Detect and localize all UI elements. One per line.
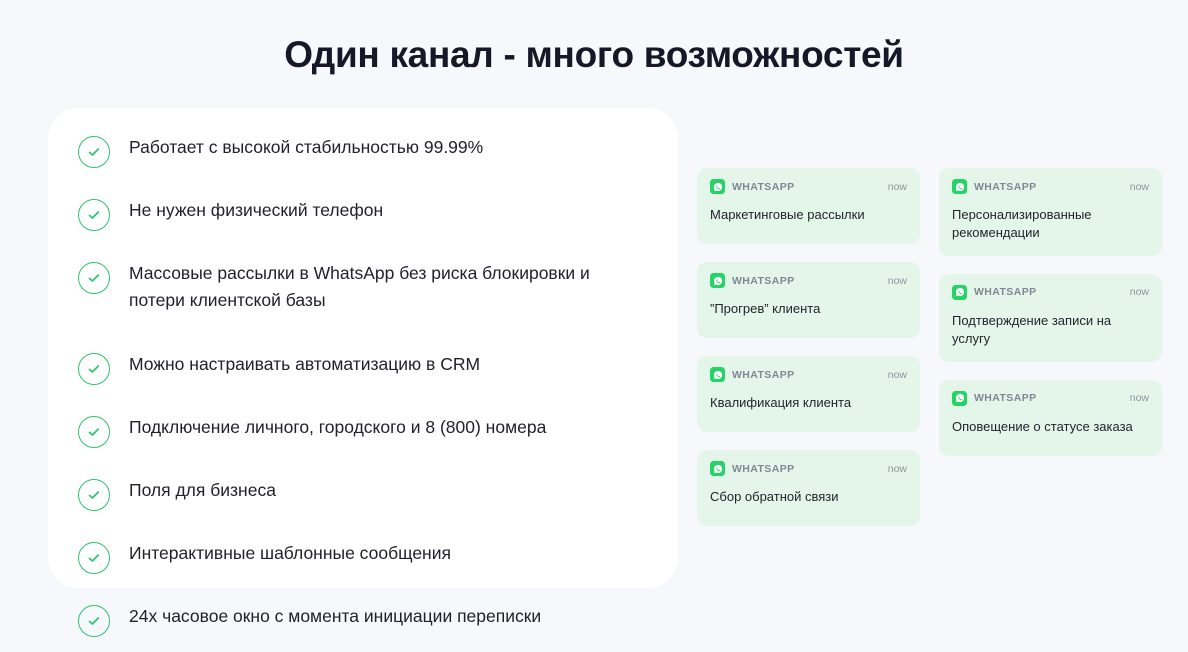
notification-card[interactable] [697,356,920,432]
notification-body: Сбор обратной связи [710,489,839,504]
notification-time: now [1129,286,1149,299]
feature-text: Подключение личного, городского и 8 (800) номера [129,417,547,437]
feature-row [78,406,648,463]
check-circle-icon [78,542,110,574]
notification-header [710,367,907,382]
notification-app-label: WHATSAPP [974,180,1037,193]
notification-body: Оповещение о статусе заказа [952,418,1133,434]
notification-header [952,391,1149,406]
feature-row [78,532,648,589]
notification-header [710,461,907,476]
check-circle-icon [78,199,110,231]
notification-time: now [887,368,907,381]
whatsapp-icon [952,179,967,194]
notification-body: Маркетинговые рассылки [710,207,865,222]
notification-body: Персонализированные рекомендации [952,207,1092,240]
features-card [48,108,678,626]
notification-body: Подтверждение записи на услугу [952,312,1112,346]
check-circle-icon [78,605,110,637]
notification-card[interactable] [939,168,1162,256]
feature-row [78,343,648,400]
notification-card[interactable] [939,274,1162,362]
feature-row [78,252,648,337]
feature-row [78,126,648,183]
notification-card[interactable] [697,168,920,244]
notification-header [952,285,1149,300]
notification-header [952,179,1149,194]
notification-card[interactable] [697,450,920,526]
notification-time: now [887,180,907,193]
whatsapp-icon [710,367,725,382]
whatsapp-icon [710,179,725,194]
feature-row [78,469,648,526]
feature-text: Поля для бизнеса [129,480,276,500]
check-circle-icon [78,353,110,385]
notification-time: now [1129,180,1149,193]
notification-app-label: WHATSAPP [732,368,795,381]
whatsapp-icon [710,273,725,288]
feature-text: Работает с высокой стабильностью 99.99% [129,137,484,157]
page-title: Один канал - много возможностей [284,34,904,75]
notification-app-label: WHATSAPP [974,286,1037,299]
notification-app-label: WHATSAPP [732,462,795,475]
feature-text: Массовые рассылки в WhatsApp без риска блокировки и потери клиентской базы [129,263,590,311]
feature-row [78,189,648,246]
check-circle-icon [78,136,110,168]
notification-column-left [697,168,920,544]
notification-card[interactable] [697,262,920,338]
notification-card[interactable] [939,380,1162,456]
notification-header [710,179,907,194]
feature-text: Не нужен физический телефон [129,200,384,220]
notification-column-right [939,168,1162,474]
notification-time: now [887,462,907,475]
feature-text: 24х часовое окно с момента инициации переписки [129,606,542,626]
check-circle-icon [78,479,110,511]
whatsapp-icon [952,285,967,300]
notification-app-label: WHATSAPP [732,180,795,193]
notification-time: now [887,274,907,287]
feature-row [78,595,648,652]
notification-body: Квалификация клиента [710,395,852,410]
notification-time: now [1129,392,1149,405]
feature-text: Интерактивные шаблонные сообщения [129,543,451,563]
whatsapp-icon [952,391,967,406]
feature-text: Можно настраивать автоматизацию в CRM [129,354,481,374]
check-circle-icon [78,262,110,294]
notification-app-label: WHATSAPP [732,274,795,287]
notification-header [710,273,907,288]
whatsapp-icon [710,461,725,476]
notification-app-label: WHATSAPP [974,392,1037,405]
notification-body: ”Прогрев” клиента [710,301,821,316]
check-circle-icon [78,416,110,448]
